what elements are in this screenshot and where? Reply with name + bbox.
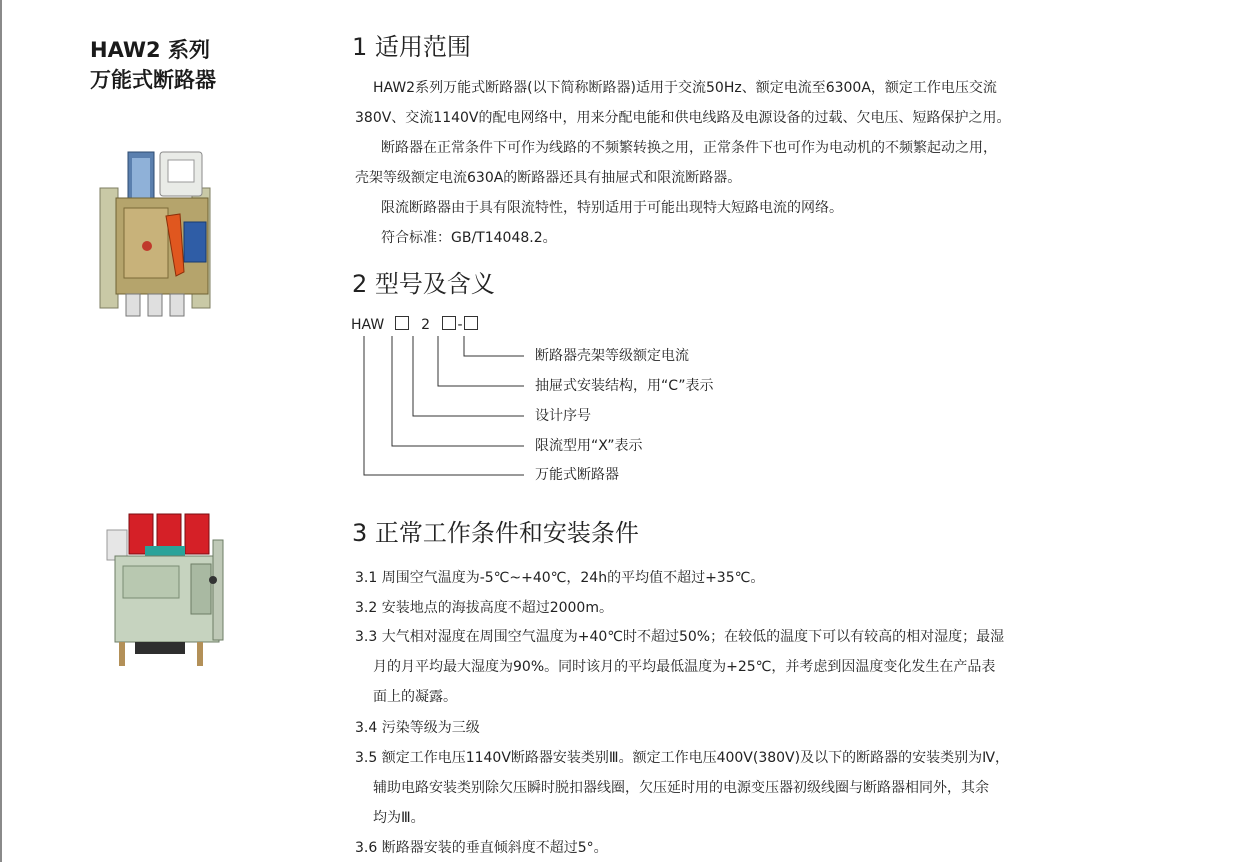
section3-heading: 3 正常工作条件和安装条件 bbox=[352, 519, 639, 547]
condition-3-4: 3.4 污染等级为三级 bbox=[355, 720, 480, 736]
condition-3-1: 3.1 周围空气温度为-5℃~+40℃，24h的平均值不超过+35℃。 bbox=[355, 570, 765, 586]
condition-3-5-line2: 辅助电路安装类别除欠压瞬时脱扣器线圈，欠压延时用的电源变压器初级线圈与断路器相同外，其余 bbox=[373, 780, 989, 796]
condition-3-5-line1: 3.5 额定工作电压1140V断路器安装类别Ⅲ。额定工作电压400V(380V)及以下的断路器的安装类别为Ⅳ， bbox=[355, 750, 1010, 766]
condition-3-6: 3.6 断路器安装的垂直倾斜度不超过5°。 bbox=[355, 840, 608, 856]
legend-design-number: 设计序号 bbox=[535, 408, 591, 424]
model-code-prefix: HAW bbox=[351, 317, 385, 333]
section1-paragraph1-line1: HAW2系列万能式断路器(以下简称断路器)适用于交流50Hz、额定电流至6300A，额定工作电压交流 bbox=[373, 80, 997, 96]
legend-drawer-type: 抽屉式安装结构，用“C”表示 bbox=[535, 378, 714, 394]
condition-3-3-line1: 3.3 大气相对湿度在周围空气温度为+40℃时不超过50%；在较低的温度下可以有较高的相对湿度；最湿 bbox=[355, 629, 1005, 645]
section1-standard: 符合标准：GB/T14048.2。 bbox=[381, 230, 557, 246]
model-code-digit: 2 bbox=[421, 317, 431, 333]
section1-paragraph2-line1: 断路器在正常条件下可作为线路的不频繁转换之用，正常条件下也可作为电动机的不频繁起动之用， bbox=[381, 140, 997, 156]
section1-paragraph3: 限流断路器由于具有限流特性，特别适用于可能出现特大短路电流的网络。 bbox=[381, 200, 843, 216]
section2-heading: 2 型号及含义 bbox=[352, 270, 495, 298]
condition-3-2: 3.2 安装地点的海拔高度不超过2000m。 bbox=[355, 600, 613, 616]
condition-3-3-line2: 月的月平均最大湿度为90%。同时该月的平均最低温度为+25℃，并考虑到因温度变化发生在产品表 bbox=[373, 659, 996, 675]
section1-paragraph2-line2: 壳架等级额定电流630A的断路器还具有抽屉式和限流断路器。 bbox=[355, 170, 742, 186]
series-title-line1: HAW2 系列 bbox=[90, 38, 210, 62]
section1-heading: 1 适用范围 bbox=[352, 33, 471, 61]
series-title-line2: 万能式断路器 bbox=[90, 68, 216, 92]
condition-3-5-line3: 均为Ⅲ。 bbox=[373, 810, 425, 826]
section1-paragraph1-line2: 380V、交流1140V的配电网络中，用来分配电能和供电线路及电源设备的过载、欠电压、短路保护之用。 bbox=[355, 110, 1011, 126]
legend-rated-current: 断路器壳架等级额定电流 bbox=[535, 348, 689, 364]
legend-universal-breaker: 万能式断路器 bbox=[535, 467, 619, 483]
legend-current-limiting: 限流型用“X”表示 bbox=[535, 438, 643, 454]
condition-3-3-line3: 面上的凝露。 bbox=[373, 689, 457, 705]
model-code-dash: - bbox=[457, 317, 463, 333]
